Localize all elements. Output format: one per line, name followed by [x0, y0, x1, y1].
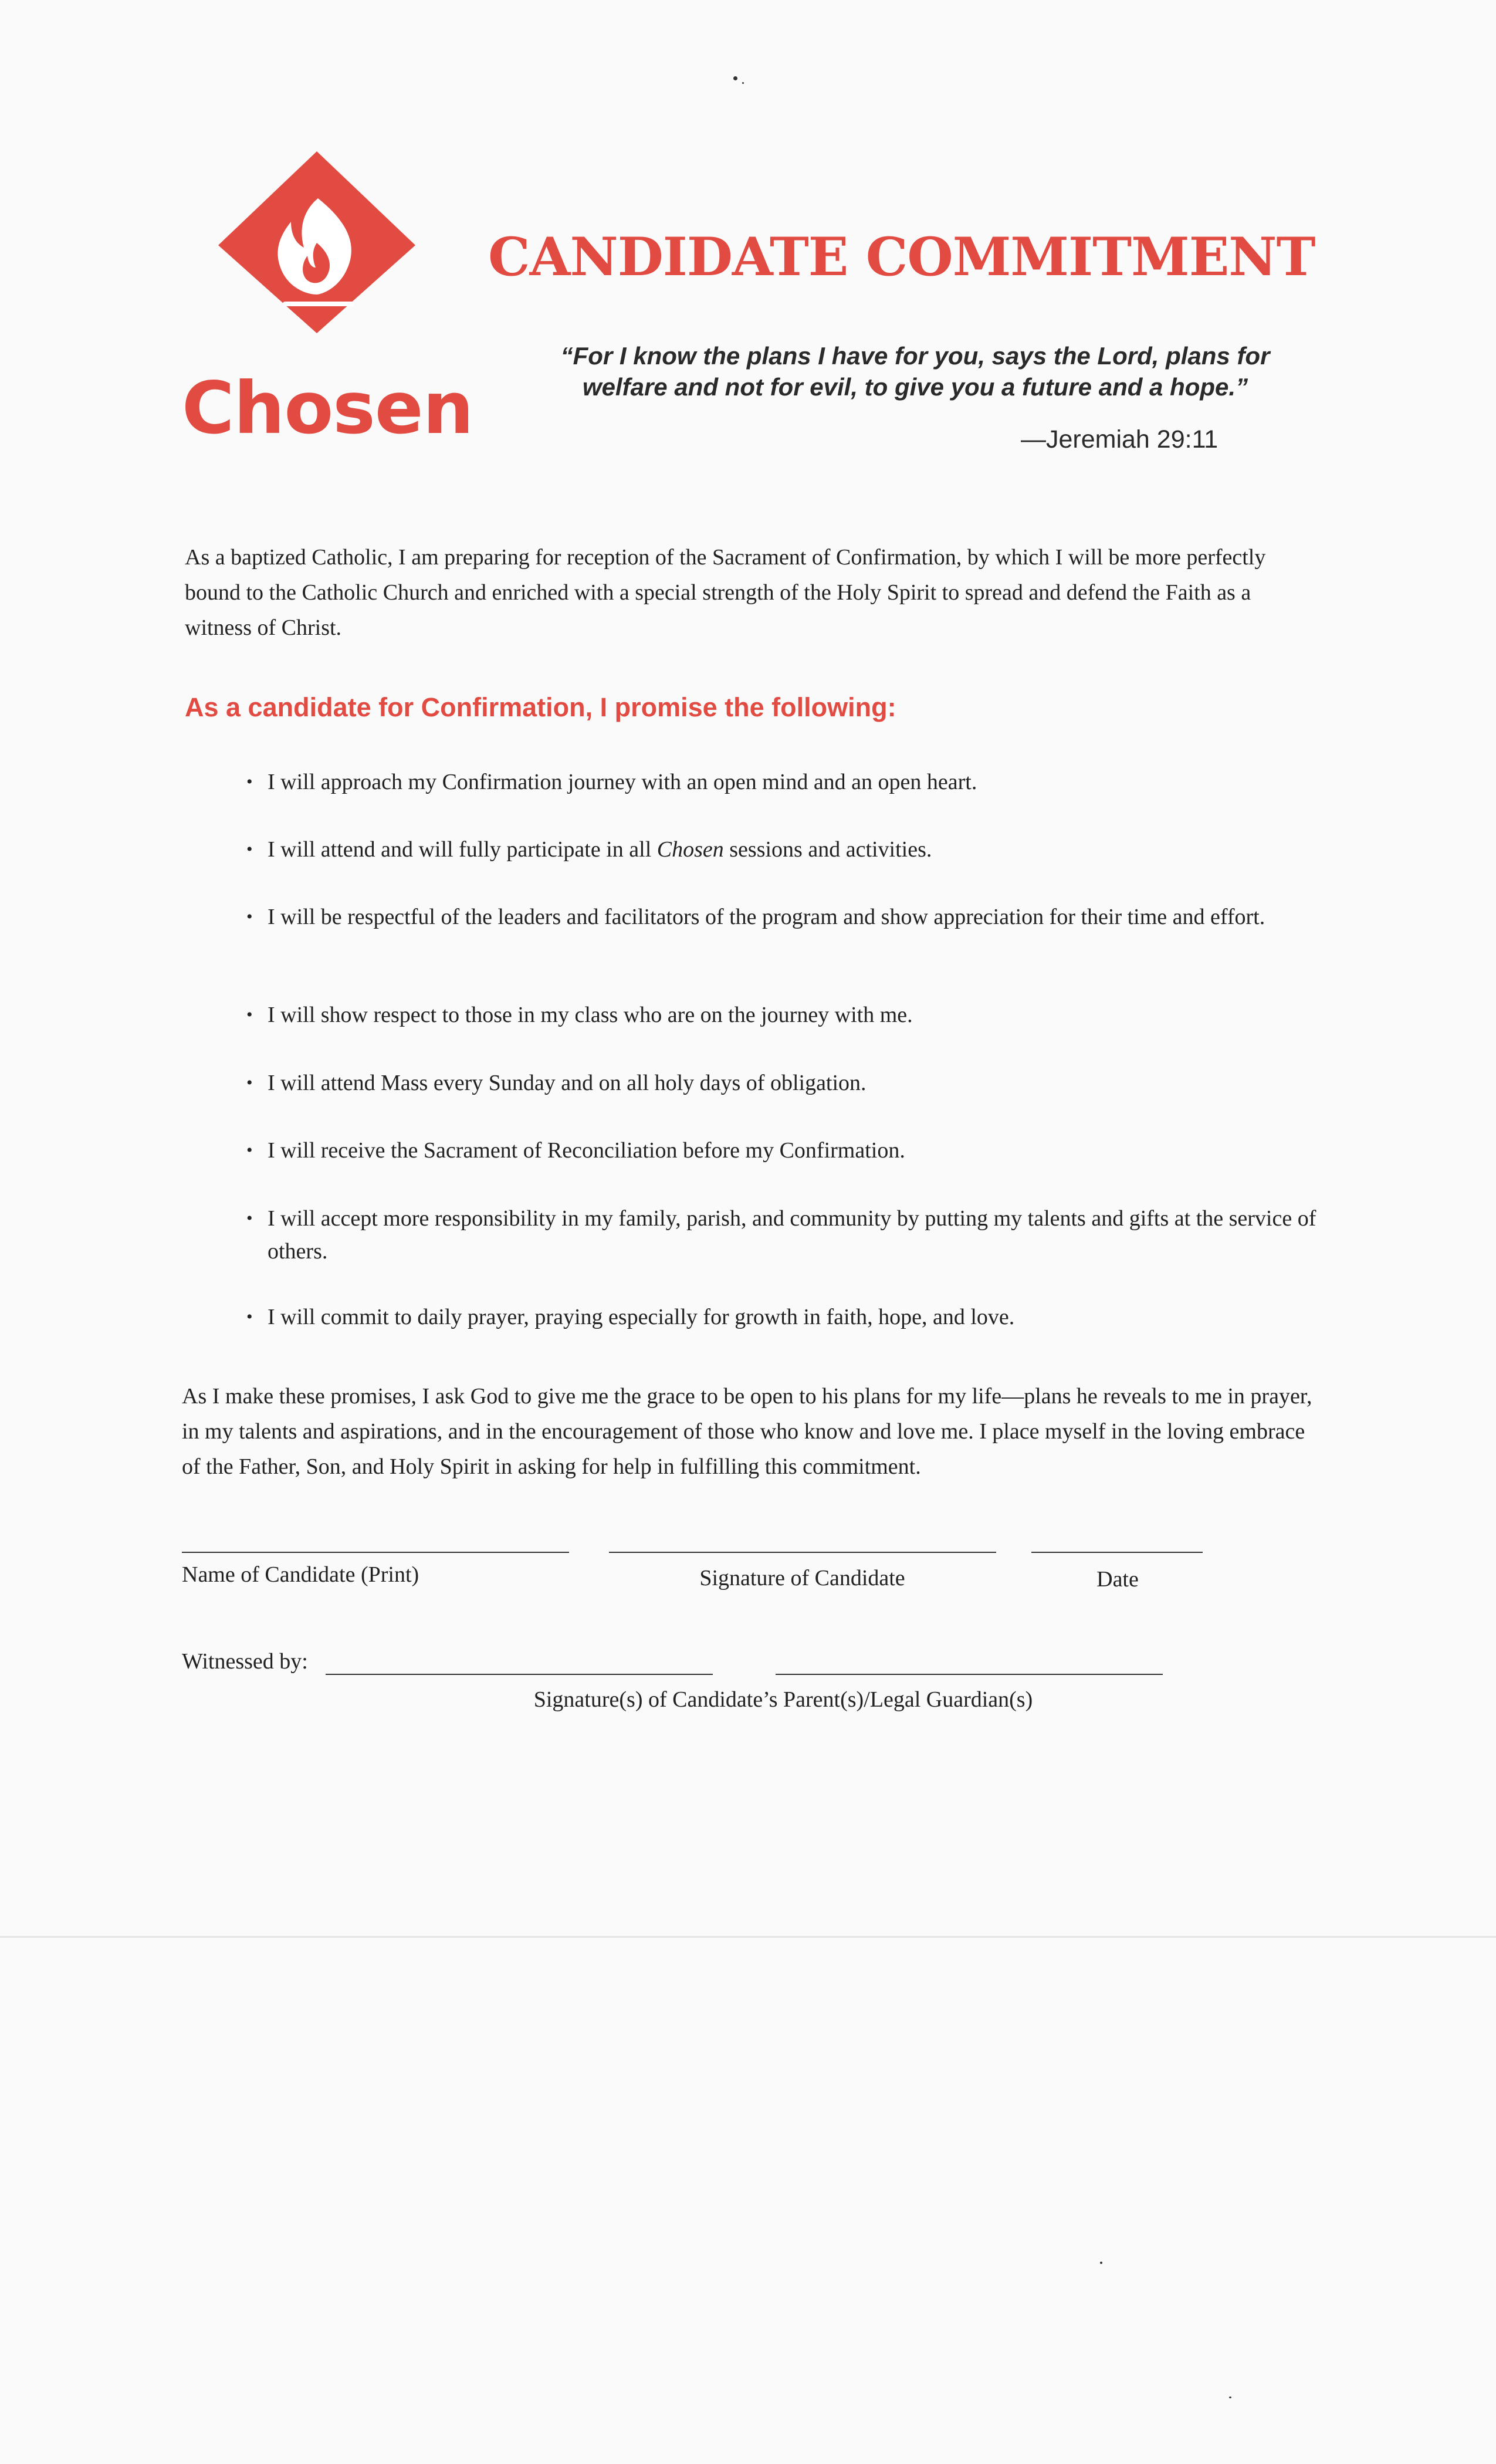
bullet-icon: • [246, 907, 253, 926]
promise-text: I will accept more responsibility in my family, parish, and community by putting my talents and gifts at the service of others. [268, 1206, 1316, 1264]
quote-line: “For I know the plans I have for you, says the Lord, plans for [560, 342, 1270, 370]
witness-signature-line-2[interactable] [776, 1674, 1163, 1675]
scan-speck [1229, 2397, 1231, 2398]
promise-text: I will receive the Sacrament of Reconciliation before my Confirmation. [268, 1138, 905, 1163]
promise-text-part: I will attend and will fully participate in all [268, 837, 657, 862]
promise-item [246, 1067, 1326, 1099]
intro-paragraph: As a baptized Catholic, I am preparing for reception of the Sacrament of Confirmation, by which I will be more perfectly bound to the Catholic Church and enriched with a special strength of the Holy Spirit to spread and defend the Faith as a witness of Christ. [185, 545, 1266, 640]
promise-item [246, 999, 1326, 1031]
bullet-icon: • [246, 1073, 253, 1092]
bullet-icon: • [246, 772, 253, 791]
flame-diamond-icon [182, 147, 463, 334]
promise-text [268, 833, 1326, 866]
scan-speck [742, 82, 744, 84]
closing-paragraph: As I make these promises, I ask God to give me the grace to be open to his plans for my life—plans he reveals to me in prayer, in my talents and aspirations, and in the encouragement of those who know and love me. I place myself in the loving embrace of the Father, Son, and Holy Spirit in asking for help in fulfilling this commitment. [182, 1384, 1312, 1479]
page-title: CANDIDATE COMMITMENT [488, 226, 1315, 288]
bullet-icon: • [246, 840, 253, 859]
promise-text: I will show respect to those in my class who are on the journey with me. [268, 1003, 913, 1027]
logo-wordmark: Chosen [182, 367, 473, 450]
promise-item [246, 1301, 1326, 1333]
bullet-icon: • [246, 1209, 253, 1228]
program-name: Chosen [656, 837, 724, 862]
witness-signature-line-1[interactable] [326, 1674, 713, 1675]
scripture-citation: —Jeremiah 29:11 [1021, 425, 1219, 453]
candidate-name-label: Name of Candidate (Print) [182, 1562, 419, 1587]
bullet-icon: • [246, 1140, 253, 1160]
promises-heading: As a candidate for Confirmation, I promise the following: [185, 692, 896, 722]
promise-item [246, 1134, 1326, 1167]
promise-text: I will attend Mass every Sunday and on all holy days of obligation. [268, 1071, 867, 1095]
promise-item [246, 1202, 1326, 1268]
candidate-signature-line[interactable] [609, 1552, 996, 1553]
date-line[interactable] [1031, 1552, 1203, 1553]
scripture-quote [528, 340, 1302, 402]
promise-item [246, 833, 1326, 866]
quote-line: welfare and not for evil, to give you a future and a hope.” [582, 373, 1248, 401]
promise-text-part: sessions and activities. [723, 837, 932, 862]
chosen-logo [182, 147, 473, 458]
scan-speck [1100, 2262, 1102, 2264]
promise-text: I will commit to daily prayer, praying especially for growth in faith, hope, and love. [268, 1305, 1015, 1329]
promise-item [246, 766, 1326, 798]
bullet-icon: • [246, 1005, 253, 1024]
promise-item [246, 901, 1326, 933]
parents-signature-label: Signature(s) of Candidate’s Parent(s)/Legal Guardian(s) [533, 1687, 1033, 1712]
scan-speck [733, 76, 737, 80]
witness-label: Witnessed by: [182, 1649, 308, 1674]
date-label: Date [1096, 1567, 1139, 1592]
promise-text: I will approach my Confirmation journey with an open mind and an open heart. [268, 770, 977, 794]
candidate-name-line[interactable] [182, 1552, 569, 1553]
page-fold-divider [0, 1936, 1496, 1938]
candidate-signature-label: Signature of Candidate [699, 1566, 905, 1590]
promise-text: I will be respectful of the leaders and facilitators of the program and show appreciation for their time and effort. [268, 905, 1265, 929]
bullet-icon: • [246, 1307, 253, 1326]
